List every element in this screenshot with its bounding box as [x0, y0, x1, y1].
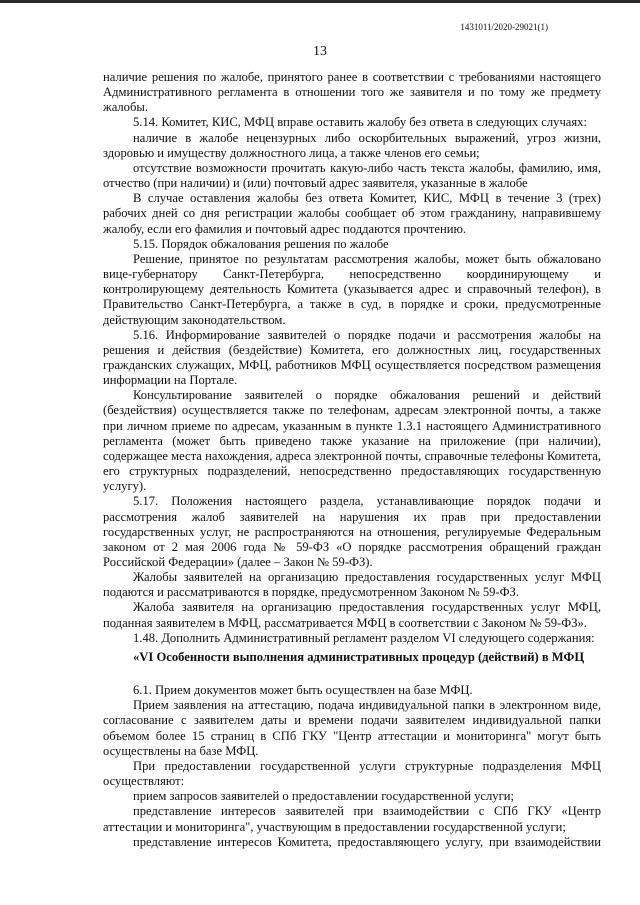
paragraph: наличие решения по жалобе, принятого ранее в соответствии с требованиями настоящего Административного регламента в отношении того же заявителя и по тому же предмету жалобы. — [103, 70, 601, 115]
paragraph: В случае оставления жалобы без ответа Комитет, КИС, МФЦ в течение 3 (трех) рабочих дней со дня регистрации жалобы сообщает об этом гражданину, направившему жалобу, если его фамилия и почтовый адрес поддаются прочтению. — [103, 191, 601, 236]
paragraph: прием запросов заявителей о предоставлении государственной услуги; — [133, 789, 514, 804]
paragraph: Решение, принятое по результатам рассмотрения жалобы, может быть обжаловано вице-губернатору Санкт-Петербурга, непосредственно координирующему и контролирующему деятельность Комитета (указывается адрес и справочный телефон), в Правительство Санкт-Петербурга, а также в суд, в порядке и сроки, предусмотренные действующим законодательством. — [103, 251, 601, 327]
paragraph: 5.16. Информирование заявителей о порядке подачи и рассмотрения жалобы на решения и действия (бездействие) Комитета, его должностных лиц, государственных гражданских служащих, МФЦ, работников МФЦ осуществляется посредством размещения информации на Портале. — [103, 327, 601, 388]
document-number: 1431011/2020-29021(1) — [460, 22, 548, 32]
paragraph: 6.1. Прием документов может быть осуществлен на базе МФЦ. — [133, 683, 473, 698]
page-number: 13 — [313, 44, 327, 59]
section-heading: «VI Особенности выполнения административных процедур (действий) в МФЦ — [133, 649, 585, 664]
top-border-line — [0, 0, 640, 3]
paragraph: При предоставлении государственной услуги структурные подразделения МФЦ осуществляют: — [103, 758, 601, 789]
document-body — [103, 70, 601, 850]
paragraph: Прием заявления на аттестацию, подача индивидуальной папки в электронном виде, согласование с заявителем даты и времени подачи заявителем индивидуальной папки объемом более 15 страниц в СПб ГКУ "Центр аттестации и мониторинга" могут быть осуществлены на базе МФЦ. — [103, 698, 601, 758]
paragraph: представление интересов Комитета, предоставляющего услугу, при взаимодействии — [133, 834, 601, 849]
paragraph: Жалобы заявителей на организацию предоставления государственных услуг МФЦ подаются и рассматриваются в порядке, предусмотренном Законом № 59-ФЗ. — [103, 570, 601, 600]
paragraph: Консультирование заявителей о порядке обжалования решений и действий (бездействия) осуществляется также по телефонам, адресам электронной почты, а также при личном приеме по адресам, указанным в пункте 1.3.1 настоящего Административного регламента (может быть приведено также указание на приложение (при наличии), содержащее места нахождения, адреса электронной почты, справочные телефоны Комитета, его структурных подразделений, непосредственно предоставляющих государственную услугу). — [103, 388, 601, 494]
paragraph: 5.15. Порядок обжалования решения по жалобе — [133, 236, 389, 251]
paragraph: 5.14. Комитет, КИС, МФЦ вправе оставить жалобу без ответа в следующих случаях: — [133, 115, 587, 130]
paragraph: наличие в жалобе нецензурных либо оскорбительных выражений, угроз жизни, здоровью и имуществу должностного лица, а также членов его семьи; — [103, 130, 601, 160]
paragraph: 1.48. Дополнить Административный регламент разделом VI следующего содержания: — [133, 630, 595, 645]
paragraph: 5.17. Положения настоящего раздела, устанавливающие порядок подачи и рассмотрения жалоб заявителей на нарушения их прав при предоставлении государственных услуг, не распространяются на отношения, регулируемые Федеральным законом от 2 мая 2006 года № 59-ФЗ «О порядке рассмотрения обращений граждан Российской Федерации» (далее – Закон № 59-ФЗ). — [103, 494, 601, 569]
paragraph: отсутствие возможности прочитать какую-либо часть текста жалобы, фамилию, имя, отчество (при наличии) и (или) почтовый адрес заявителя, указанные в жалобе — [103, 160, 601, 191]
paragraph: Жалоба заявителя на организацию предоставления государственных услуг МФЦ, поданная заявителем в МФЦ, рассматривается МФЦ в соответствии с Законом № 59-ФЗ». — [103, 600, 601, 630]
paragraph: представление интересов заявителей при взаимодействии с СПб ГКУ «Центр аттестации и мониторинга", участвующим в предоставлении государственной услуги; — [103, 804, 601, 834]
